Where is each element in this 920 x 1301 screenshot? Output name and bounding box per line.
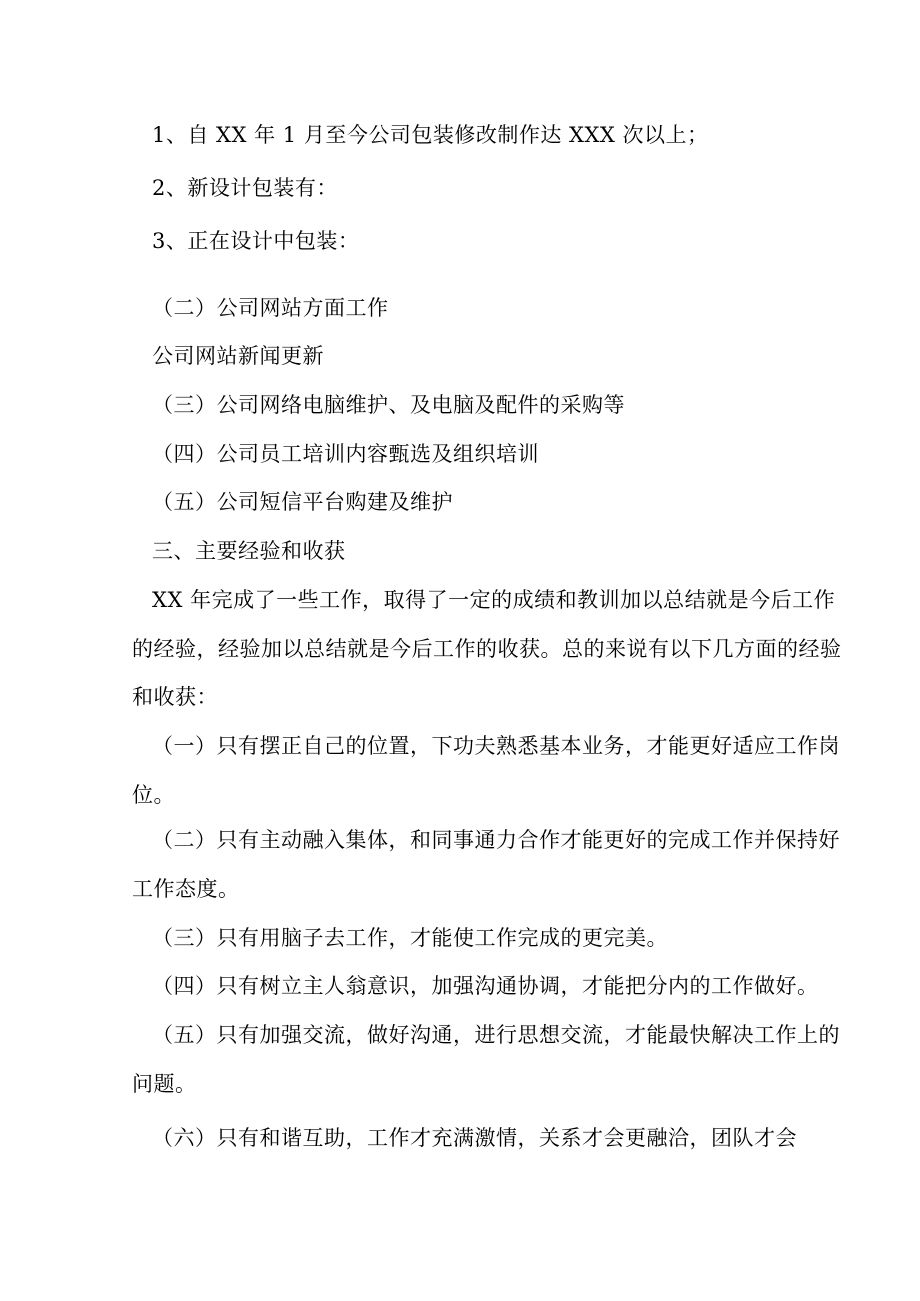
list-item-1: 1、自 XX 年 1 月至今公司包装修改制作达 XXX 次以上； [152, 123, 709, 147]
paragraph-line: 的经验，经验加以总结就是今后工作的收获。总的来说有以下几方面的经验 [132, 637, 842, 661]
lesson-1: （一）只有摆正自己的位置，下功夫熟悉基本业务，才能更好适应工作岗 [152, 734, 840, 758]
section-5-heading: （五）公司短信平台购建及维护 [152, 490, 453, 514]
lesson-2-continued: 工作态度。 [132, 877, 240, 901]
lesson-4: （四）只有树立主人翁意识，加强沟通协调，才能把分内的工作做好。 [152, 974, 819, 998]
lesson-2: （二）只有主动融入集体，和同事通力合作才能更好的完成工作并保持好 [152, 828, 840, 852]
section-3-heading: （三）公司网络电脑维护、及电脑及配件的采购等 [152, 393, 625, 417]
paragraph-line: 和收获： [132, 685, 218, 709]
lesson-3: （三）只有用脑子去工作，才能使工作完成的更完美。 [152, 926, 668, 950]
list-item-2: 2、新设计包装有： [152, 176, 338, 200]
lesson-1-continued: 位。 [132, 783, 175, 807]
major-heading-experience: 三、主要经验和收获 [152, 539, 346, 563]
lesson-5-continued: 问题。 [132, 1072, 197, 1096]
section-4-heading: （四）公司员工培训内容甄选及组织培训 [152, 442, 539, 466]
lesson-6: （六）只有和谐互助，工作才充满激情，关系才会更融洽，团队才会 [152, 1126, 797, 1150]
paragraph-website-news: 公司网站新闻更新 [152, 344, 324, 368]
paragraph-line: XX 年完成了一些工作，取得了一定的成绩和教训加以总结就是今后工作 [152, 588, 836, 612]
list-item-3: 3、正在设计中包装： [152, 229, 360, 253]
lesson-5: （五）只有加强交流，做好沟通，进行思想交流，才能最快解决工作上的 [152, 1023, 840, 1047]
section-2-heading: （二）公司网站方面工作 [152, 296, 389, 320]
